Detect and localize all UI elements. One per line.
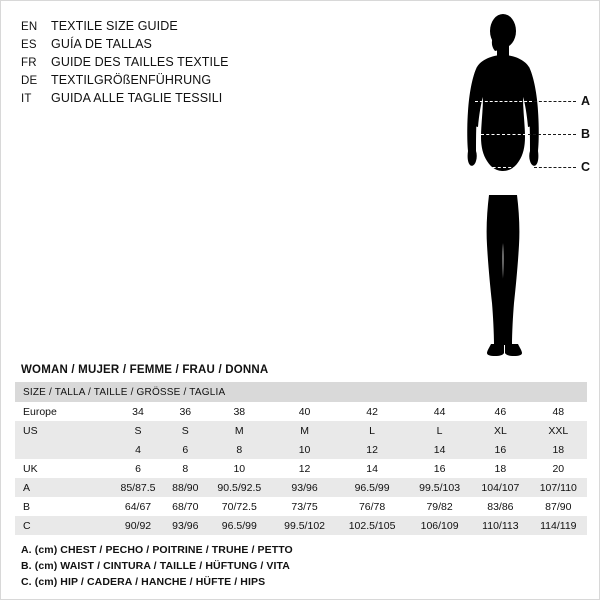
table-row — [15, 497, 587, 516]
measure-label-a: A — [581, 94, 591, 108]
table-cell: 48 — [530, 402, 587, 421]
table-cell: 85/87.5 — [111, 478, 165, 497]
table-cell: 107/110 — [530, 478, 587, 497]
language-code: ES — [21, 39, 37, 51]
table-cell: 42 — [336, 402, 408, 421]
table-cell: 64/67 — [111, 497, 165, 516]
row-label: UK — [15, 459, 111, 478]
table-cell: 6 — [165, 440, 206, 459]
table-cell: 83/86 — [471, 497, 530, 516]
table-cell: 104/107 — [471, 478, 530, 497]
table-cell: 96.5/99 — [206, 516, 274, 535]
table-cell: 8 — [165, 459, 206, 478]
table-cell: XXL — [530, 421, 587, 440]
measure-label-c: C — [581, 160, 591, 174]
table-cell: 10 — [273, 440, 336, 459]
row-label: A — [15, 478, 111, 497]
table-header-label: SIZE / TALLA / TAILLE / GRÖSSE / TAGLIA — [15, 382, 587, 402]
table-row — [15, 516, 587, 535]
language-title-list — [21, 17, 321, 107]
table-cell: L — [336, 421, 408, 440]
table-cell: 99.5/103 — [408, 478, 471, 497]
silhouette-icon — [431, 9, 591, 374]
measurement-legend — [21, 542, 293, 590]
table-cell: M — [273, 421, 336, 440]
language-title: TEXTILE SIZE GUIDE — [51, 19, 178, 33]
table-cell: 4 — [111, 440, 165, 459]
table-cell: M — [206, 421, 274, 440]
table-cell: 93/96 — [165, 516, 206, 535]
table-cell: 114/119 — [530, 516, 587, 535]
table-cell: 106/109 — [408, 516, 471, 535]
language-code: DE — [21, 75, 38, 87]
measure-line-c-inner — [477, 167, 532, 168]
table-cell: 79/82 — [408, 497, 471, 516]
table-cell: 40 — [273, 402, 336, 421]
legend-line-a: A. (cm) CHEST / PECHO / POITRINE / TRUHE / PETTO — [21, 544, 293, 556]
table-cell: 70/72.5 — [206, 497, 274, 516]
table-cell: S — [111, 421, 165, 440]
section-label-woman: WOMAN / MUJER / FEMME / FRAU / DONNA — [21, 364, 269, 376]
language-code: FR — [21, 57, 37, 69]
table-cell: XL — [471, 421, 530, 440]
legend-line-b: B. (cm) WAIST / CINTURA / TAILLE / HÜFTUNG / VITA — [21, 560, 290, 572]
table-cell: 12 — [273, 459, 336, 478]
language-row — [21, 53, 321, 71]
table-cell: 102.5/105 — [336, 516, 408, 535]
language-title: GUÍA DE TALLAS — [51, 37, 152, 51]
table-cell: 88/90 — [165, 478, 206, 497]
language-row — [21, 89, 321, 107]
table-cell: 90.5/92.5 — [206, 478, 274, 497]
measure-line-a-outer — [534, 101, 576, 102]
table-row — [15, 478, 587, 497]
table-cell: 16 — [471, 440, 530, 459]
measure-line-c-outer — [534, 167, 576, 168]
table-row — [15, 402, 587, 421]
row-label: Europe — [15, 402, 111, 421]
table-cell: 73/75 — [273, 497, 336, 516]
table-cell: 38 — [206, 402, 274, 421]
table-cell: 44 — [408, 402, 471, 421]
table-cell: 34 — [111, 402, 165, 421]
language-code: EN — [21, 21, 38, 33]
table-cell: 110/113 — [471, 516, 530, 535]
table-cell: 20 — [530, 459, 587, 478]
table-cell: 76/78 — [336, 497, 408, 516]
row-label: C — [15, 516, 111, 535]
row-label — [15, 440, 111, 459]
language-row — [21, 71, 321, 89]
table-header-row — [15, 382, 587, 402]
table-cell: 90/92 — [111, 516, 165, 535]
table-row — [15, 421, 587, 440]
table-cell: 16 — [408, 459, 471, 478]
measure-line-b-inner — [481, 134, 526, 135]
table-row — [15, 459, 587, 478]
table-cell: 18 — [471, 459, 530, 478]
table-cell: 96.5/99 — [336, 478, 408, 497]
table-cell: 14 — [408, 440, 471, 459]
table-cell: 10 — [206, 459, 274, 478]
table-cell: 14 — [336, 459, 408, 478]
table-cell: 6 — [111, 459, 165, 478]
table-cell: 68/70 — [165, 497, 206, 516]
measure-label-b: B — [581, 127, 591, 141]
table-cell: 18 — [530, 440, 587, 459]
legend-line-c: C. (cm) HIP / CADERA / HANCHE / HÜFTE / HIPS — [21, 576, 266, 588]
size-table — [15, 382, 587, 535]
language-title: TEXTILGRÖßENFÜHRUNG — [51, 73, 212, 87]
table-cell: S — [165, 421, 206, 440]
table-cell: 36 — [165, 402, 206, 421]
language-code: IT — [21, 93, 32, 105]
table-cell: 46 — [471, 402, 530, 421]
female-silhouette-figure — [431, 9, 591, 374]
table-cell: 93/96 — [273, 478, 336, 497]
table-cell: 12 — [336, 440, 408, 459]
measure-line-a-inner — [475, 101, 532, 102]
row-label: B — [15, 497, 111, 516]
measure-line-b-outer — [528, 134, 576, 135]
table-row — [15, 440, 587, 459]
language-title: GUIDE DES TAILLES TEXTILE — [51, 55, 229, 69]
table-cell: 8 — [206, 440, 274, 459]
table-cell: 87/90 — [530, 497, 587, 516]
language-title: GUIDA ALLE TAGLIE TESSILI — [51, 91, 223, 105]
language-row — [21, 17, 321, 35]
table-cell: 99.5/102 — [273, 516, 336, 535]
table-cell: L — [408, 421, 471, 440]
row-label: US — [15, 421, 111, 440]
language-row — [21, 35, 321, 53]
